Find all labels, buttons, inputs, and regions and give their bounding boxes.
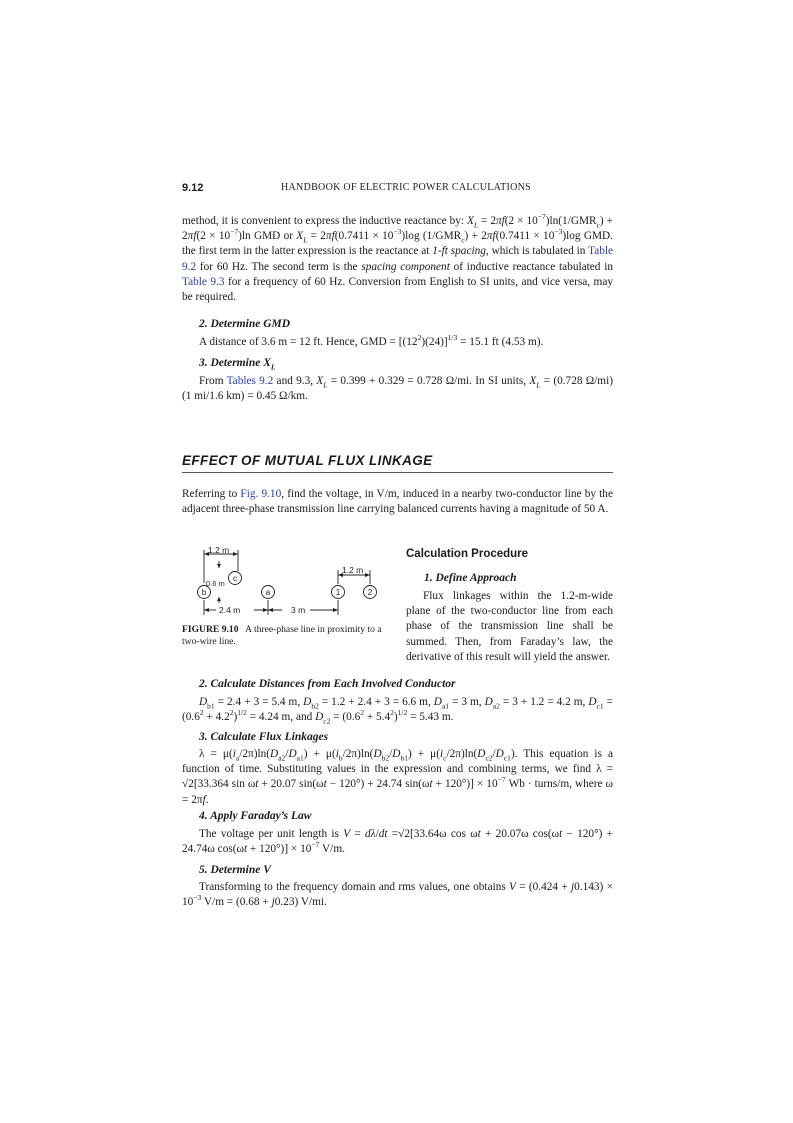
running-title: HANDBOOK OF ELECTRIC POWER CALCULATIONS bbox=[281, 182, 532, 193]
section-intro: Referring to Fig. 9.10, find the voltage, in V/m, induced in a nearby two-conductor line by the adjacent three-phase transmission line carrying balanced currents having a magnitude of 50 A. bbox=[182, 488, 613, 516]
figure-caption: FIGURE 9.10 A three-phase line in proximity to a two-wire line. bbox=[182, 624, 382, 647]
section-title: EFFECT OF MUTUAL FLUX LINKAGE bbox=[182, 453, 433, 468]
define-approach-text: Flux linkages within the 1.2-m-wide plane of the two-conductor line from each phase of the transmission line shall be summed. Then, from Faraday’s law, the derivative of this result will yield the answer. bbox=[406, 590, 613, 663]
conductor-b-label: b bbox=[201, 588, 207, 597]
step-heading-distances: 2. Calculate Distances from Each Involved Conductor bbox=[199, 678, 456, 690]
tables-9-2-link[interactable]: Tables 9.2 bbox=[226, 375, 274, 387]
section-rule bbox=[182, 472, 613, 473]
dim-0-6m-label: 0.6 m bbox=[206, 579, 225, 588]
step-heading-faraday: 4. Apply Faraday’s Law bbox=[199, 810, 312, 822]
dim-3m-label: 3 m bbox=[291, 605, 306, 615]
table-9-3-link[interactable]: Table 9.3 bbox=[182, 275, 225, 288]
step-heading-determine-v: 5. Determine V bbox=[199, 864, 271, 876]
xl-text: From Tables 9.2 and 9.3, $X_L = 0.399 + 0.329 = 0.728$ Ω/mi. In SI units, $X_L = (0.728$ Ω/mi)(1 mi/1.6 km) = 0.45 Ω/km. bbox=[182, 375, 613, 403]
conductor-c-label: c bbox=[233, 574, 237, 583]
faraday-text: The voltage per unit length is V = dλ/dt =√2[33.64ω cos ωt + 20.07ω cos(ωt − 120°) + 24.74ω $\cos(\omega t + 120^\circ)] \times 10^{-7}$ V/m. bbox=[182, 828, 613, 856]
figure-label: FIGURE 9.10 bbox=[182, 624, 239, 635]
step-heading-xl: 3. Determine $X_L$ bbox=[199, 357, 276, 372]
dim-1-2m-right-label: 1.2 m bbox=[342, 565, 364, 575]
intro-paragraph: method, it is convenient to express the inductive reactance by: $X_L = 2\pi f(2 \times 10^{-7})\ln(1/GMR_c) + 2\pi f(2 \times 10^{-7})\ln$ GMD or $X_L = 2\pi f(0.7411 \times 10^{-3})\log$ $(1/GMR_c) + 2\pi f(0.7411 \times 10^{-3})\log$ GMD. the first term in the latter expression is the reactance at 1-ft spacing, which is tabulated in Table 9.2 for 60 Hz. The second term is the spacing component of inductive reactance tabulated in Table 9.3 for a frequency of 60 Hz. Conversion from English to SI units, and vice versa, may be required. bbox=[182, 212, 614, 304]
step-heading-flux-linkages: 3. Calculate Flux Linkages bbox=[199, 731, 329, 743]
dim-2-4m-label: 2.4 m bbox=[219, 605, 241, 615]
conductor-a-label: a bbox=[265, 588, 271, 597]
fig-9-10-link[interactable]: Fig. 9.10 bbox=[240, 488, 282, 500]
page-number: 9.12 bbox=[182, 182, 204, 194]
calculation-procedure-heading: Calculation Procedure bbox=[406, 548, 529, 560]
figure-9-10-diagram bbox=[182, 545, 392, 620]
distances-text: $D_{b1} = 2.4 + 3 = 5.4$ m, $D_{b2} = 1.2 + 2.4 + 3 = 6.6$ m, $D_{a1} = 3$ m, $D_{a2} = 3 + 1.2 = 4.2$ m, $D_{c1} = (0.6^2 + 4.2^2)^{1/2} = 4.24$ m, and $D_{c2} = (0.6^2 + 5.4^2)^{1/2} = 5.43$ m. bbox=[182, 696, 613, 726]
conductor-1-label: 1 bbox=[335, 588, 341, 597]
table-9-2-link[interactable]: Table 9.2 bbox=[182, 245, 614, 273]
conductor-2-label: 2 bbox=[367, 588, 373, 597]
determine-v-text: Transforming to the frequency domain and rms values, one obtains $V = (0.424 + j0.143) \times 10^{-3}$ V/m = (0.68 + j0.23) V/mi. bbox=[182, 881, 613, 909]
dim-1-2m-label: 1.2 m bbox=[208, 545, 230, 555]
step-heading-gmd: 2. Determine GMD bbox=[199, 318, 291, 330]
gmd-text: A distance of 3.6 m = 12 ft. Hence, GMD = $[(12^2)(24)]^{1/3} = 15.1$ ft (4.53 m). bbox=[199, 333, 544, 348]
step-heading-define-approach: 1. Define Approach bbox=[424, 572, 517, 584]
flux-linkages-text: $\lambda = \mu(i_a/2\pi)\ln(D_{a2}/D_{a1}) + \mu(i_b/2\pi)\ln(D_{b2}/D_{b1}) + \mu(i_c/2\pi)\ln(D_{c2}/D_{c1})$. This equation is a function of time. Substituting values in the expression and combining terms, we find λ = √2[33.364 sin ωt + 20.07 sin(ωt − 120°) + 24.74 $\sin(\omega t + 120^\circ)] \times 10^{-7}$ Wb · turns/m, where ω = 2πf. bbox=[182, 748, 613, 806]
